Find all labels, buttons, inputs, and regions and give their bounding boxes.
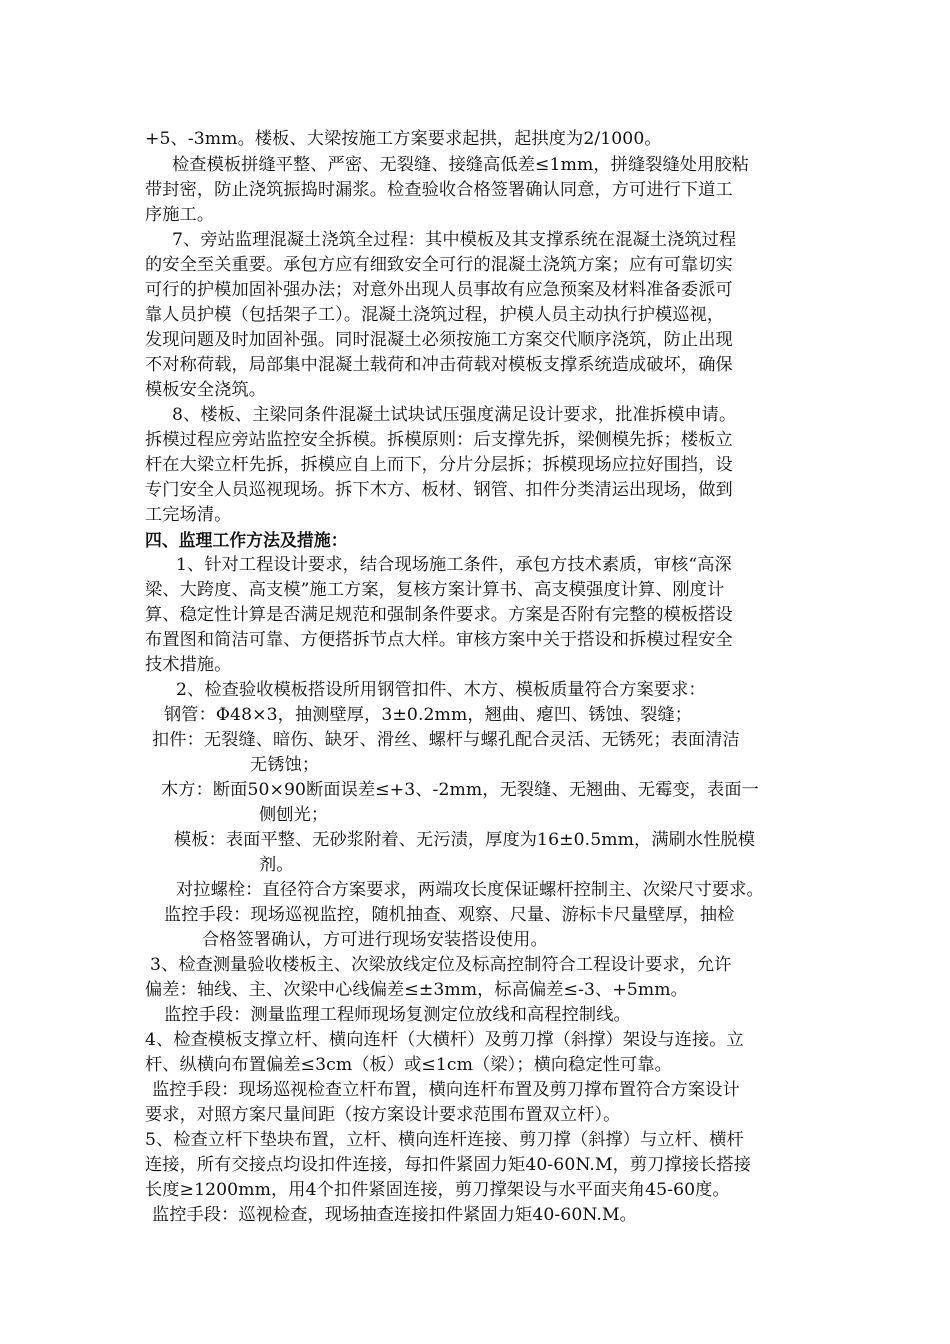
text-line: 杆、纵横向布置偏差≤3cm（板）或≤1cm（梁）；横向稳定性可靠。	[145, 1055, 672, 1075]
text-line: 专门安全人员巡视现场。拆下木方、板材、钢管、扣件分类清运出现场，做到	[145, 480, 733, 500]
text-line: 布置图和简洁可靠、方便搭拆节点大样。审核方案中关于搭设和拆模过程安全	[145, 630, 733, 650]
text-line: 监控手段：现场巡视监控，随机抽查、观察、尺量、游标卡尺量壁厚，抽检	[164, 905, 735, 925]
text-line: 杆在大梁立杆先拆，拆模应自上而下，分片分层拆；拆模现场应拉好围挡，设	[145, 455, 733, 475]
text-line: 对拉螺栓：直径符合方案要求，两端攻长度保证螺杆控制主、次梁尺寸要求。	[176, 880, 764, 900]
text-line: 发现问题及时加固补强。同时混凝土必须按施工方案交代顺序浇筑，防止出现	[145, 330, 733, 350]
text-line: 算、稳定性计算是否满足规范和强制条件要求。方案是否附有完整的模板搭设	[145, 605, 733, 625]
text-line: 序施工。	[145, 205, 215, 225]
text-line: 可行的护模加固补强办法；对意外出现人员事故有应急预案及材料准备委派可	[145, 280, 733, 300]
text-line: 扣件：无裂缝、暗伤、缺牙、滑丝、螺杆与螺孔配合灵活、无锈死；表面清洁	[152, 730, 740, 750]
text-line: 带封密，防止浇筑振捣时漏浆。检查验收合格签署确认同意，方可进行下道工	[145, 180, 733, 200]
text-line: 木方：断面50×90断面误差≤+3、-2mm，无裂缝、无翘曲、无霉变，表面一	[161, 780, 759, 800]
text-line: 要求，对照方案尺量间距（按方案设计要求范围布置双立杆）。	[145, 1105, 621, 1125]
text-line: 监控手段：测量监理工程师现场复测定位放线和高程控制线。	[164, 1005, 631, 1025]
text-line: 剂。	[259, 855, 294, 875]
text-line: 钢管：Φ48×3，抽测壁厚，3±0.2mm，翘曲、瘪凹、锈蚀、裂缝；	[164, 705, 693, 725]
text-line: 模板安全浇筑。	[145, 380, 267, 400]
text-line: 拆模过程应旁站监控安全拆模。拆模原则：后支撑先拆，梁侧模先拆；楼板立	[145, 430, 733, 450]
text-line: 的安全至关重要。承包方应有细致安全可行的混凝土浇筑方案；应有可靠切实	[145, 255, 733, 275]
text-line: +5、-3mm。楼板、大梁按施工方案要求起拱，起拱度为2/1000。	[145, 129, 662, 149]
text-line: 7、旁站监理混凝土浇筑全过程：其中模板及其支撑系统在混凝土浇筑过程	[172, 230, 737, 250]
text-line: 工完场清。	[145, 505, 232, 525]
text-line: 梁、大跨度、高支模”施工方案，复核方案计算书、高支模强度计算、刚度计	[145, 580, 725, 600]
text-line: 长度≥1200mm，用4个扣件紧固连接，剪刀撑架设与水平面夹角45-60度。	[145, 1180, 730, 1200]
text-line: 不对称荷载，局部集中混凝土载荷和冲击荷载对模板支撑系统造成破坏，确保	[145, 355, 733, 375]
text-line: 检查模板拼缝平整、严密、无裂缝、接缝高低差≤1mm，拼缝裂缝处用胶粘	[172, 155, 749, 175]
text-line: 3、检查测量验收楼板主、次梁放线定位及标高控制符合工程设计要求，允许	[150, 955, 732, 975]
section-heading: 四、监理工作方法及措施：	[145, 530, 348, 550]
text-line: 连接，所有交接点均设扣件连接，每扣件紧固力矩40-60N.M，剪刀撑接长搭接	[145, 1155, 751, 1175]
text-line: 合格签署确认，方可进行现场安装搭设使用。	[202, 930, 548, 950]
text-line: 5、检查立杆下垫块布置，立杆、横向连杆连接、剪刀撑（斜撑）与立杆、横杆	[145, 1130, 744, 1150]
text-line: 侧刨光；	[259, 805, 329, 825]
text-line: 4、检查模板支撑立杆、横向连杆（大横杆）及剪刀撑（斜撑）架设与连接。立	[145, 1030, 744, 1050]
text-line: 技术措施。	[145, 655, 232, 675]
text-line: 监控手段：巡视检查，现场抽查连接扣件紧固力矩40-60N.M。	[152, 1205, 637, 1225]
text-line: 偏差：轴线、主、次梁中心线偏差≤±3mm，标高偏差≤-3、+5mm。	[145, 980, 688, 1000]
text-line: 靠人员护模（包括架子工）。混凝土浇筑过程，护模人员主动执行护模巡视，	[145, 305, 725, 325]
text-line: 模板：表面平整、无砂浆附着、无污渍，厚度为16±0.5mm，满刷水性脱模	[174, 830, 756, 850]
text-line: 8、楼板、主梁同条件混凝土试块试压强度满足设计要求，批准拆模申请。	[172, 405, 737, 425]
text-line: 2、检查验收模板搭设所用钢管扣件、木方、模板质量符合方案要求：	[176, 680, 706, 700]
text-line: 1、针对工程设计要求，结合现场施工条件，承包方技术素质，审核“高深	[176, 555, 732, 575]
text-line: 无锈蚀；	[250, 755, 320, 775]
text-line: 监控手段：现场巡视检查立杆布置，横向连杆布置及剪刀撑布置符合方案设计	[152, 1080, 740, 1100]
